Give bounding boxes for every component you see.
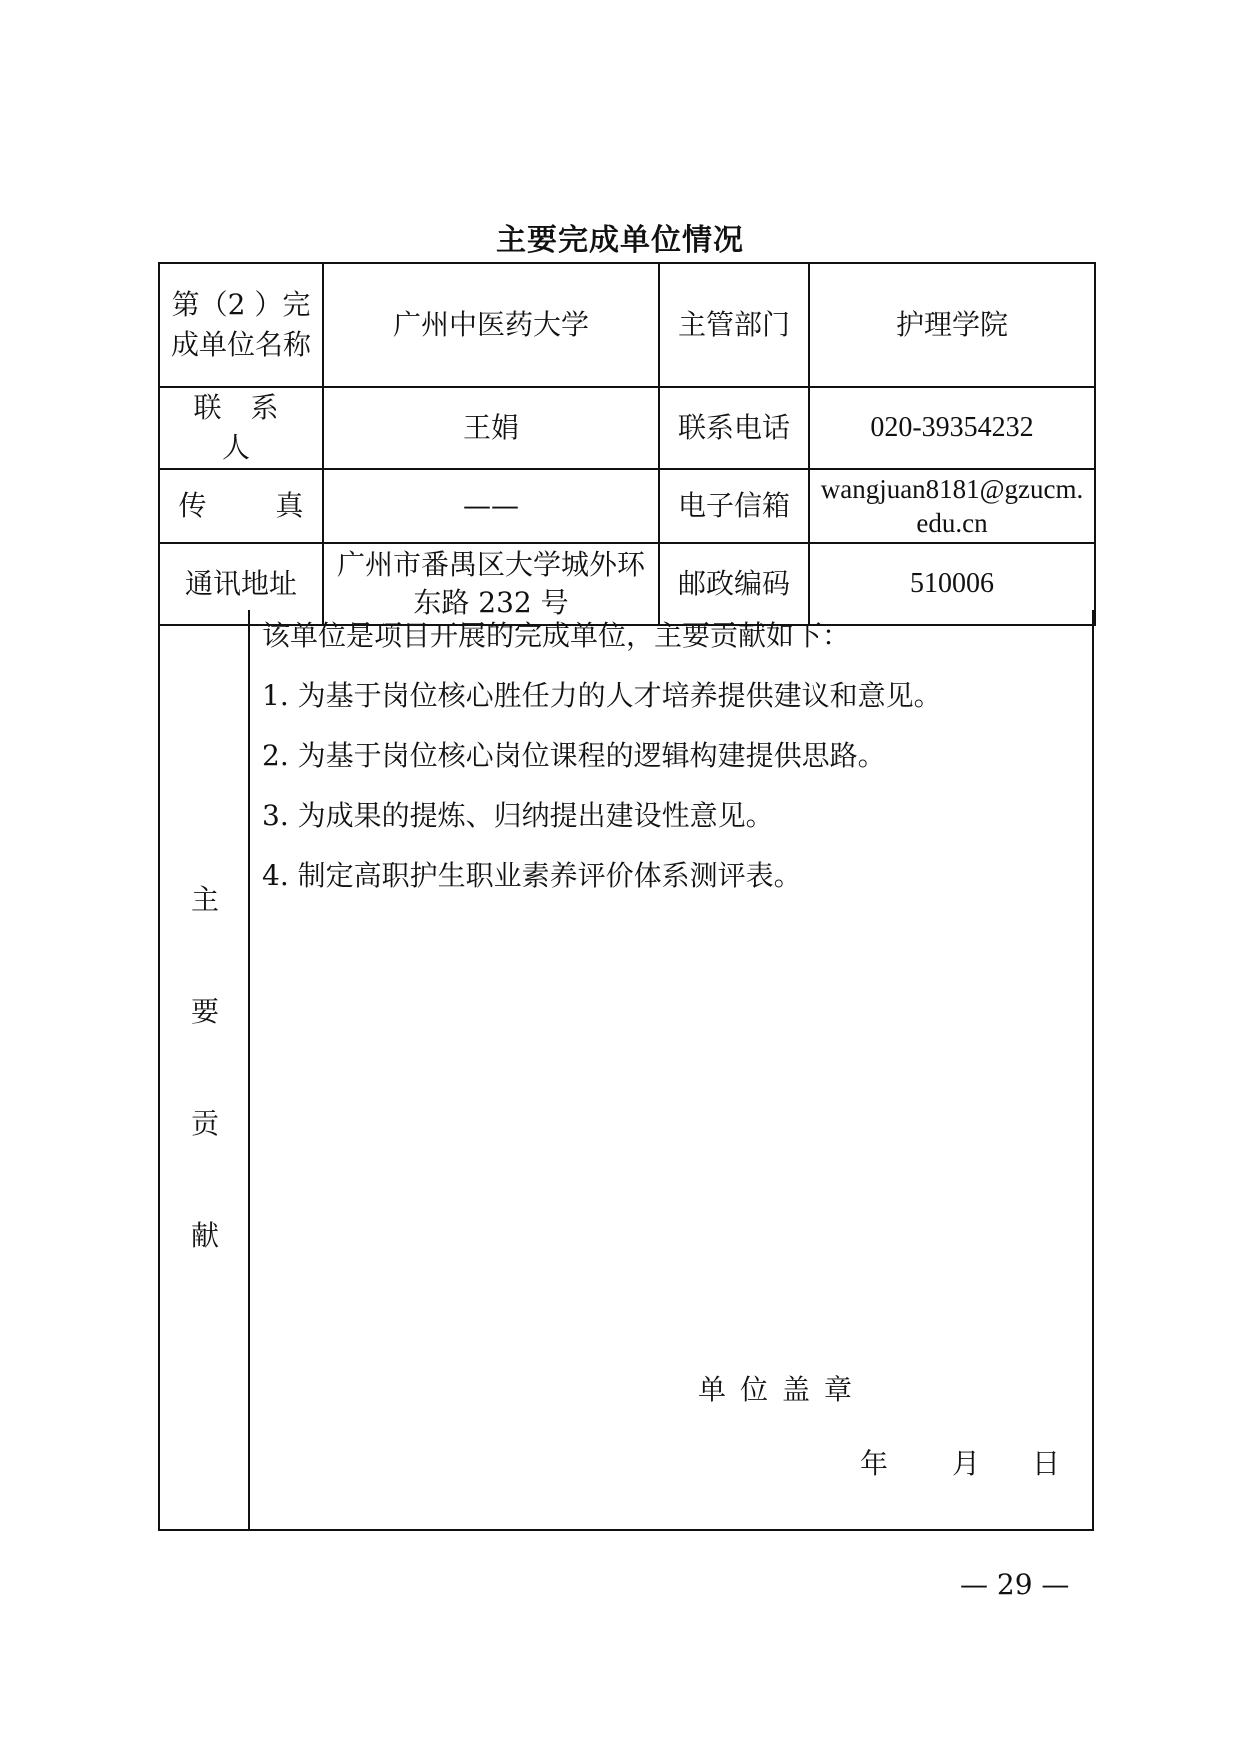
date-month: 月	[952, 1447, 981, 1480]
contribution-label-char: 主	[190, 883, 219, 916]
list-item: 1. 为基于岗位核心胜任力的人才培养提供建议和意见。	[262, 679, 942, 712]
contribution-intro: 该单位是项目开展的完成单位，主要贡献如下：	[262, 619, 851, 652]
postcode-value: 510006	[809, 543, 1095, 625]
list-item: 4. 制定高职护生职业素养评价体系测评表。	[262, 859, 802, 892]
contribution-label-column	[160, 610, 250, 1529]
list-item: 3. 为成果的提炼、归纳提出建设性意见。	[262, 799, 774, 832]
contribution-label-char: 献	[190, 1219, 219, 1252]
table-row	[159, 387, 1095, 469]
page-title: 主要完成单位情况	[496, 223, 744, 258]
address-value: 广州市番禺区大学城外环东路 232 号	[323, 543, 659, 625]
date-year: 年	[860, 1447, 889, 1480]
table-row	[159, 469, 1095, 543]
fax-label: 传 真	[159, 469, 323, 543]
unit-name-label: 第（2 ）完成单位名称	[159, 263, 323, 387]
dept-value: 护理学院	[809, 263, 1095, 387]
phone-label: 联系电话	[659, 387, 809, 469]
contact-label: 联 系 人	[159, 387, 323, 469]
contribution-label-char: 贡	[190, 1107, 219, 1140]
email-label: 电子信箱	[659, 469, 809, 543]
unit-info-table	[158, 262, 1096, 626]
unit-seal-text: 单位盖章	[698, 1373, 867, 1406]
email-value: wangjuan8181@gzucm.edu.cn	[809, 469, 1095, 543]
postcode-label: 邮政编码	[659, 543, 809, 625]
date-day: 日	[1032, 1447, 1061, 1480]
dept-label: 主管部门	[659, 263, 809, 387]
page-number: — 29 —	[960, 1568, 1070, 1601]
fax-value: ——	[323, 469, 659, 543]
list-item: 2. 为基于岗位核心岗位课程的逻辑构建提供思路。	[262, 739, 886, 772]
unit-name-value: 广州中医药大学	[323, 263, 659, 387]
contribution-label-char: 要	[190, 995, 219, 1028]
address-label: 通讯地址	[159, 543, 323, 625]
contribution-section	[158, 610, 1094, 1531]
table-row	[159, 263, 1095, 387]
phone-value: 020-39354232	[809, 387, 1095, 469]
contact-value: 王娟	[323, 387, 659, 469]
